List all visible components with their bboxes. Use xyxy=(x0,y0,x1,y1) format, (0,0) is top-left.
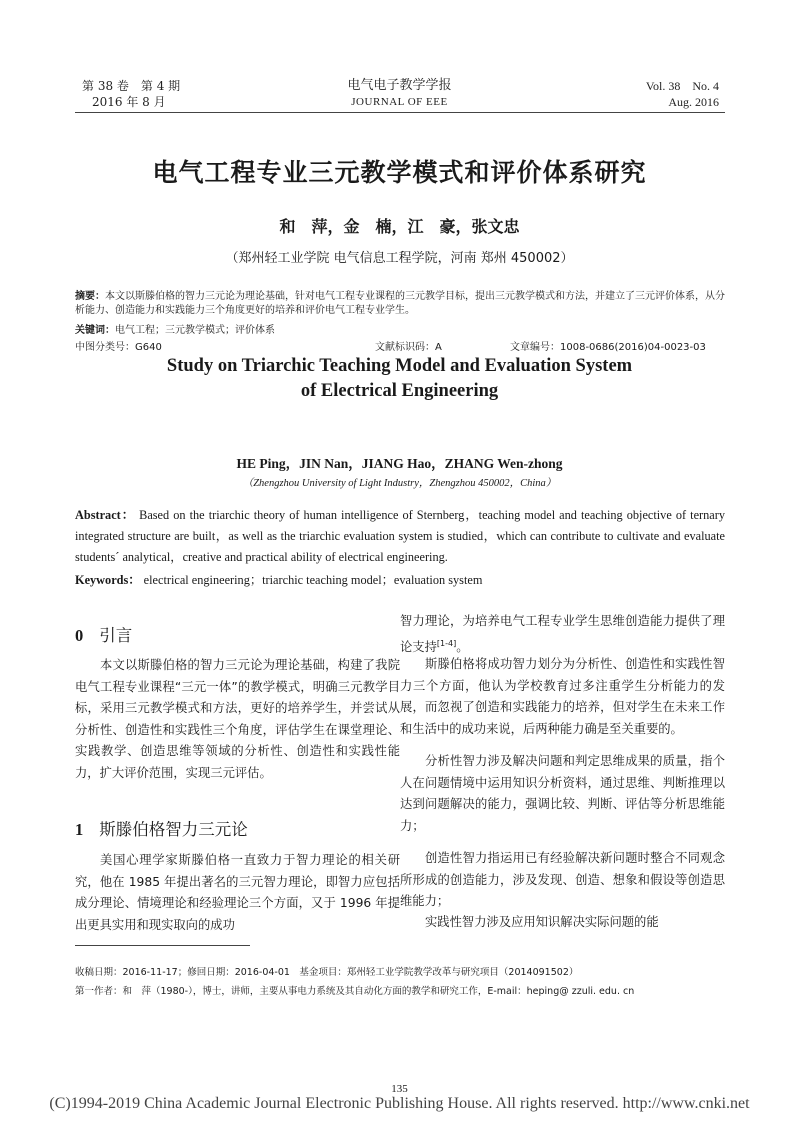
authors-cn: 和 萍，金 楠，江 豪，张文忠 xyxy=(279,217,520,236)
header-volume-en: Vol. 38 No. 4 xyxy=(645,79,719,93)
clc-number: 中图分类号：G640 xyxy=(75,342,162,353)
abstract-cn xyxy=(75,290,725,318)
header-rule xyxy=(75,112,725,113)
footnote-dates: 收稿日期：2016-11-17；修回日期：2016-04-01 基金项目：郑州轻工业学院教学改革与研究项目（2014091502） xyxy=(75,967,579,978)
right-paragraph-4: 创造性智力指运用已有经验解决新问题时整合不同观念所形成的创造能力，涉及发现、创造、想象和假设等创造思维能力； xyxy=(400,851,725,909)
header-journal-cn: 电气电子教学学报 xyxy=(347,78,452,93)
right-paragraph-1-end: 。 xyxy=(456,639,469,654)
keywords-cn xyxy=(75,324,275,338)
citation-1-4: [1-4] xyxy=(436,638,457,648)
keywords-en-text: electrical engineering；triarchic teaching model；evaluation system xyxy=(140,573,483,587)
section-1-number: 1 xyxy=(75,820,84,839)
title-en-line1: Study on Triarchic Teaching Model and Evaluation System xyxy=(166,356,633,376)
keywords-en-label: Keywords： xyxy=(75,573,141,587)
keywords-en xyxy=(75,570,725,591)
title-en xyxy=(0,354,799,404)
section-1-heading xyxy=(75,816,248,840)
header-date-en: Aug. 2016 xyxy=(668,95,719,109)
right-paragraph-1-text: 智力理论，为培养电气工程专业学生思维创造能力提供了理论支持 xyxy=(400,614,725,654)
abstract-en-text: Based on the triarchic theory of human intelligence of Sternberg，teaching model and teaching objective of ternary integrated structure are built，as well as the triarchic evaluation system is studied，which can contribute to cultivate and evaluate students´ analytical，creative and practical ability of electrical engineering. xyxy=(75,508,725,564)
abstract-en xyxy=(75,505,725,568)
header-journal-en: JOURNAL OF EEE xyxy=(351,96,448,108)
title-cn: 电气工程专业三元教学模式和评价体系研究 xyxy=(152,158,647,187)
article-number: 文章编号：1008-0686(2016)04-0023-03 xyxy=(510,342,706,353)
section-0-number: 0 xyxy=(75,626,84,645)
sternberg-paragraph: 美国心理学家斯滕伯格一直致力于智力理论的相关研究，他在 1985 年提出著名的三元智力理论，即智力应包括成分理论、情境理论和经验理论三个方面，又于 1996 年提出更具实用和现实取向的成功 xyxy=(75,853,400,932)
abstract-cn-text: 本文以斯滕伯格的智力三元论为理论基础，针对电气工程专业课程的三元教学目标，提出三元教学模式和方法，并建立了三元评价体系，从分析能力、创造能力和实践能力三个角度更好的培养和评价电气工程专业学生。 xyxy=(75,291,725,316)
footnote-rule xyxy=(75,945,250,946)
abstract-en-label: Abstract： xyxy=(75,508,136,522)
copyright-line: (C)1994-2019 China Academic Journal Electronic Publishing House. All rights reserved. http://www.cnki.net xyxy=(49,1095,750,1112)
page-number: 135 xyxy=(391,1083,408,1095)
right-paragraph-1 xyxy=(400,611,725,658)
header-date-cn: 2016 年 8 月 xyxy=(92,95,166,109)
section-0-title: 引言 xyxy=(99,626,133,645)
keywords-cn-label: 关键词： xyxy=(75,325,115,336)
header-volume-cn: 第 38 卷 第 4 期 xyxy=(82,79,181,93)
title-en-line2: of Electrical Engineering xyxy=(300,381,499,401)
keywords-cn-text: 电气工程；三元教学模式；评价体系 xyxy=(115,325,275,336)
affiliation-en: （Zhengzhou University of Light Industry，Zhengzhou 450002，China） xyxy=(242,478,557,489)
right-paragraph-2: 斯滕伯格将成功智力划分为分析性、创造性和实践性智力三个方面，他认为学校教育过多注重学生分析能力的发展，而忽视了创造和实践能力的培养，但对学生在未来工作和生活中的成功来说，后两种能力确是至关重要的。 xyxy=(400,657,725,736)
right-paragraph-3: 分析性智力涉及解决问题和判定思维成果的质量，指个人在问题情境中运用知识分析资料，通过思维、判断推理以达到问题解决的能力，强调比较、判断、评估等分析思维能力； xyxy=(400,754,725,833)
footnote-author: 第一作者：和 萍（1980-），博士，讲师，主要从事电力系统及其自动化方面的教学和研究工作，E-mail：heping@ zzuli. edu. cn xyxy=(75,986,635,997)
right-paragraph-5: 实践性智力涉及应用知识解决实际问题的能 xyxy=(425,915,659,929)
intro-paragraph: 本文以斯滕伯格的智力三元论为理论基础，构建了我院电气工程专业课程“三元一体”的教学模式，明确三元教学目标，采用三元教学模式和方法，更好的培养学生，并尝试从分析性、创造性和实践性三个角度，评估学生在课堂理论、实践教学、创造思维等领域的分析性、创造性和实践性能力，扩大评价范围，实现三元评估。 xyxy=(75,658,400,780)
affiliation-cn: （郑州轻工业学院 电气信息工程学院，河南 郑州 450002） xyxy=(225,251,574,266)
section-0-heading xyxy=(75,622,132,646)
doc-code: 文献标识码：A xyxy=(375,342,442,353)
section-1-title: 斯滕伯格智力三元论 xyxy=(99,820,248,839)
authors-en: HE Ping，JIN Nan，JIANG Hao，ZHANG Wen-zhong xyxy=(236,456,563,471)
abstract-cn-label: 摘要： xyxy=(75,291,105,302)
